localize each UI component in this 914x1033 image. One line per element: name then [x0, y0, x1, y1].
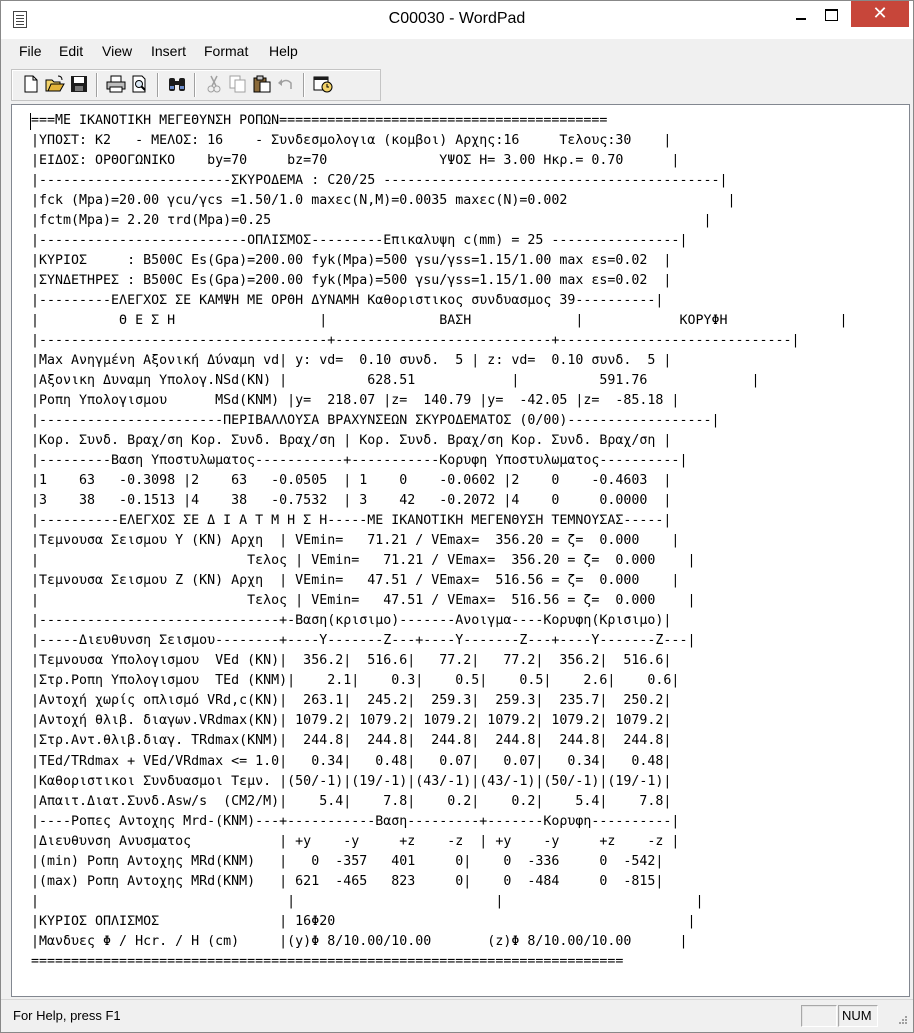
- document-line: |------------------------------+-Βαση(κρισιμο)-------Ανοιγμα----Κορυφη(Κρισιμο)|: [31, 613, 672, 629]
- binoculars-find-icon[interactable]: [166, 73, 188, 95]
- document-line: |1 63 -0.3098 |2 63 -0.0505 | 1 0 -0.0602 |2 0 -0.4603 |: [31, 473, 672, 489]
- date-time-icon[interactable]: [312, 73, 334, 95]
- document-line: |-----Διευθυνση Σεισμου--------+----Y-------Z---+----Y-------Z---+----Y-------Z---|: [31, 633, 696, 649]
- document-line: |Καθοριστικοι Συνδυασμοι Τεμν. |(50/-1)|(19/-1)|(43/-1)|(43/-1)|(50/-1)|(19/-1)|: [31, 773, 672, 789]
- document-line: |Τεμνουσα Υπολογισμου VEd (KN)| 356.2| 516.6| 77.2| 77.2| 356.2| 516.6|: [31, 653, 672, 669]
- document-line: |Κορ. Συνδ. Βραχ/ση Κορ. Συνδ. Βραχ/ση | Κορ. Συνδ. Βραχ/ση Κορ. Συνδ. Βραχ/ση |: [31, 433, 672, 449]
- menu-insert[interactable]: Insert: [151, 43, 187, 59]
- document-line: |ΣΥΝΔΕΤΗΡΕΣ : B500C Es(Gpa)=200.00 fyk(Mpa)=500 γsu/γss=1.15/1.00 max εs=0.02 |: [31, 273, 672, 289]
- document-line: |ΥΠΟΣΤ: Κ2 - ΜΕΛΟΣ: 16 - Συνδεσμολογια (κομβοι) Αρχης:16 Τελους:30 |: [31, 133, 672, 149]
- document-line: |Στρ.Αντ.θλιβ.διαγ. TRdmax(KNM)| 244.8| 244.8| 244.8| 244.8| 244.8| 244.8|: [31, 733, 672, 749]
- document-line: |ΚΥΡΙΟΣ ΟΠΛΙΣΜΟΣ | 16Φ20 |: [31, 913, 696, 929]
- document-line: |(min) Ροπη Αντοχης MRd(KNM) | 0 -357 401 0| 0 -336 0 -542|: [31, 853, 664, 869]
- new-document-icon[interactable]: [20, 73, 42, 95]
- document-text[interactable]: [31, 111, 848, 972]
- document-line: |Ροπη Υπολογισμου MSd(KNM) |y= 218.07 |z= 140.79 |y= -42.05 |z= -85.18 |: [31, 393, 680, 409]
- status-bar: [1, 999, 913, 1032]
- document-line: |fck (Mpa)=20.00 γcu/γcs =1.50/1.0 maxεc(N,M)=0.0035 maxεc(N)=0.002 |: [31, 193, 736, 209]
- document-line: |Τεμνουσα Σεισμου Y (KN) Αρχη | VEmin= 71.21 / VEmax= 356.20 = ζ= 0.000 |: [31, 533, 680, 549]
- paste-clipboard-icon[interactable]: [251, 73, 273, 95]
- document-line: |TEd/TRdmax + VEd/VRdmax <= 1.0| 0.34| 0.48| 0.07| 0.07| 0.34| 0.48|: [31, 753, 672, 769]
- document-line: |Αντοχή χωρίς οπλισμό VRd,c(KN)| 263.1| 245.2| 259.3| 259.3| 235.7| 250.2|: [31, 693, 672, 709]
- document-line: | Τελος | VEmin= 71.21 / VEmax= 356.20 = ζ= 0.000 |: [31, 553, 696, 569]
- print-preview-icon[interactable]: [129, 73, 151, 95]
- menu-bar: [1, 39, 913, 65]
- document-line: |fctm(Mpa)= 2.20 τrd(Mpa)=0.25 |: [31, 213, 712, 229]
- document-line: |---------Βαση Υποστυλωματος-----------+-----------Κορυφη Υποστυλωματος----------|: [31, 453, 688, 469]
- document-line: |ΚΥΡΙΟΣ : B500C Es(Gpa)=200.00 fyk(Mpa)=500 γsu/γss=1.15/1.00 max εs=0.02 |: [31, 253, 672, 269]
- minimize-button[interactable]: [787, 1, 815, 31]
- toolbar-separator: [157, 73, 159, 97]
- document-line: |Max Ανηγμένη Αξονική Δύναμη vd| y: vd= 0.10 συνδ. 5 | z: vd= 0.10 συνδ. 5 |: [31, 353, 672, 369]
- document-line: |Απαιτ.Διατ.Συνδ.Asw/s (CM2/M)| 5.4| 7.8| 0.2| 0.2| 5.4| 7.8|: [31, 793, 672, 809]
- copy-icon: [227, 73, 249, 95]
- document-line: |Μανδυες Φ / Hcr. / H (cm) |(y)Φ 8/10.00/10.00 (z)Φ 8/10.00/10.00 |: [31, 933, 688, 949]
- document-line: |Αντοχή θλιβ. διαγων.VRdmax(KN)| 1079.2| 1079.2| 1079.2| 1079.2| 1079.2| 1079.2|: [31, 713, 672, 729]
- document-line: ===ME ΙΚΑΝΟΤΙΚΗ ΜΕΓΕΘΥΝΣΗ ΡΟΠΩΝ=========================================: [31, 113, 608, 128]
- standard-toolbar: [11, 69, 381, 101]
- document-line: | Τελος | VEmin= 47.51 / VEmax= 516.56 = ζ= 0.000 |: [31, 593, 696, 609]
- toolbar-separator: [96, 73, 98, 97]
- menu-help[interactable]: Help: [269, 43, 298, 59]
- document-line: |3 38 -0.1513 |4 38 -0.7532 | 3 42 -0.2072 |4 0 0.0000 |: [31, 493, 672, 509]
- document-line: |Αξονικη Δυναμη Υπολογ.NSd(KN) | 628.51 | 591.76 |: [31, 373, 760, 389]
- document-line: |(max) Ροπη Αντοχης MRd(KNM) | 621 -465 823 0| 0 -484 0 -815|: [31, 873, 664, 889]
- document-line: |Στρ.Ροπη Υπολογισμου TEd (KNM)| 2.1| 0.3| 0.5| 0.5| 2.6| 0.6|: [31, 673, 680, 689]
- document-line: |-----------------------ΠΕΡΙΒΑΛΛΟΥΣΑ ΒΡΑΧΥΝΣΕΩΝ ΣΚΥΡΟΔΕΜΑΤΟΣ (0/00)------------------|: [31, 413, 720, 429]
- window-title: C00030 - WordPad: [388, 10, 526, 27]
- save-disk-icon[interactable]: [68, 73, 90, 95]
- document-line: ==========================================================================: [31, 953, 624, 969]
- document-line: |------------------------------------+---------------------------+-----------------------------|: [31, 333, 800, 349]
- document-line: |----Ροπες Αντοχης Mrd-(KNM)---+-----------Βαση---------+-------Κορυφη----------|: [31, 813, 680, 829]
- menu-view[interactable]: View: [102, 43, 133, 59]
- title-bar[interactable]: [1, 1, 913, 39]
- document-line: |Τεμνουσα Σεισμου Z (KN) Αρχη | VEmin= 47.51 / VEmax= 516.56 = ζ= 0.000 |: [31, 573, 680, 589]
- document-line: |Διευθυνση Ανυσματος | +y -y +z -z | +y -y +z -z |: [31, 833, 680, 849]
- document-line: | Θ Ε Σ Η | ΒΑΣΗ | ΚΟΡΥΦΗ |: [31, 313, 848, 329]
- close-button[interactable]: ✕: [851, 1, 909, 27]
- menu-file[interactable]: File: [19, 43, 42, 59]
- status-indicator-num: NUM: [838, 1005, 878, 1027]
- status-indicator-caps: [801, 1005, 837, 1027]
- printer-icon[interactable]: [105, 73, 127, 95]
- undo-arrow-icon: [275, 73, 297, 95]
- open-folder-icon[interactable]: [44, 73, 66, 95]
- menu-format[interactable]: Format: [204, 43, 249, 59]
- document-line: |ΕΙΔΟΣ: ΟΡΘΟΓΩΝΙΚΟ by=70 bz=70 ΥΨΟΣ Η= 3.00 Ηκρ.= 0.70 |: [31, 153, 680, 169]
- document-area[interactable]: [11, 104, 910, 997]
- document-line: |---------ΕΛΕΓΧΟΣ ΣΕ ΚΑΜΨΗ ΜΕ ΟΡΘΗ ΔΥΝΑΜΗ Καθοριστικος συνδυασμος 39----------|: [31, 293, 664, 309]
- maximize-button[interactable]: [817, 1, 845, 31]
- document-line: |--------------------------ΟΠΛΙΣΜΟΣ---------Επικαλυψη c(mm) = 25 ----------------|: [31, 233, 688, 249]
- document-line: | | | |: [31, 893, 704, 909]
- scissors-cut-icon: [203, 73, 225, 95]
- menu-edit[interactable]: Edit: [59, 43, 84, 59]
- toolbar-separator: [303, 73, 305, 97]
- document-line: |----------ΕΛΕΓΧΟΣ ΣΕ Δ Ι Α Τ Μ Η Σ Η-----ΜΕ ΙΚΑΝΟΤΙΚΗ ΜΕΓΕΝΘΥΣΗ ΤΕΜΝΟΥΣΑΣ-----|: [31, 513, 672, 529]
- toolbar-separator: [194, 73, 196, 97]
- resize-grip-icon[interactable]: [894, 1013, 908, 1027]
- document-line: |------------------------ΣΚΥΡΟΔΕΜΑ : C20/25 ------------------------------------------|: [31, 173, 728, 189]
- status-help-text: For Help, press F1: [13, 1008, 121, 1023]
